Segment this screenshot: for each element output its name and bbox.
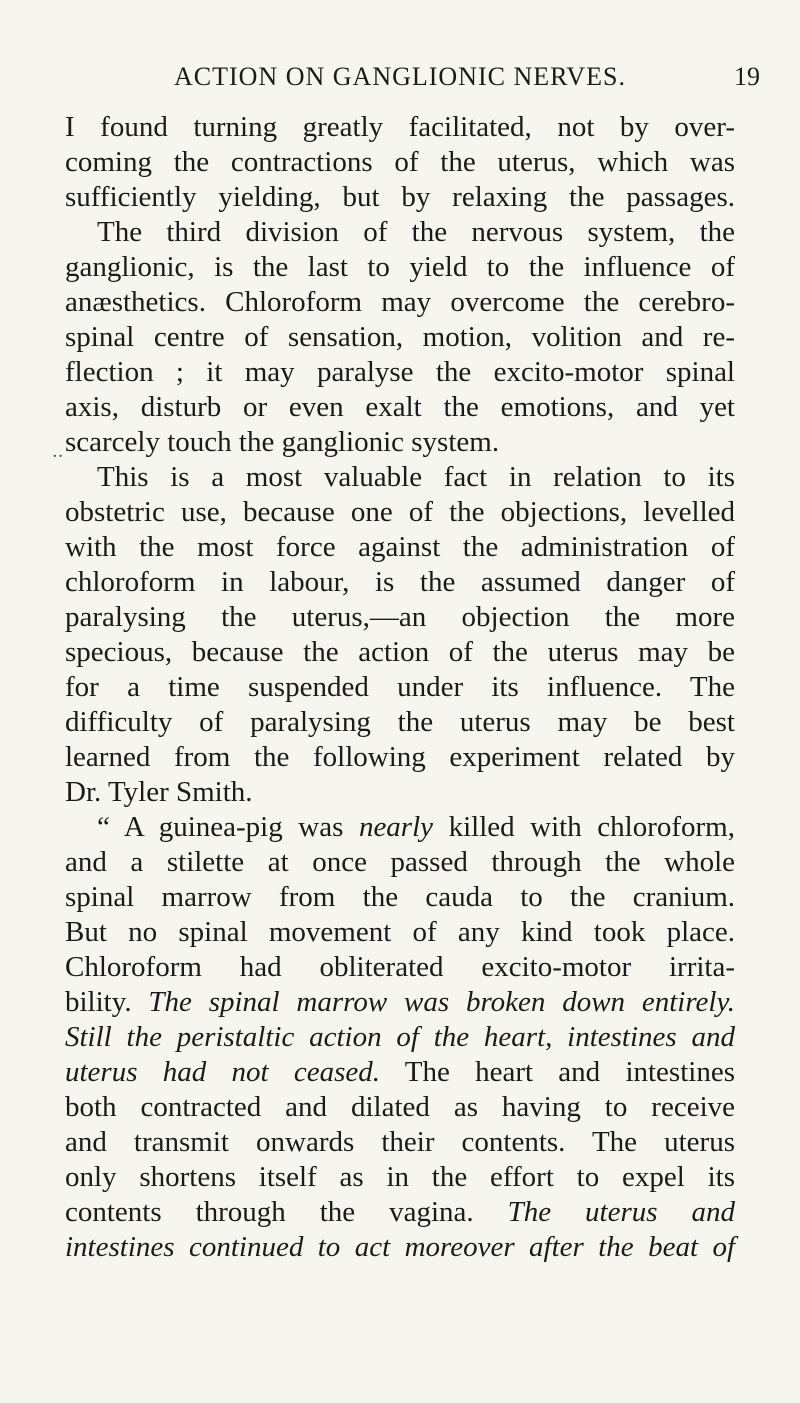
text-line: axis, disturb or even exalt the emotions, and yet (65, 391, 735, 423)
text-line: paralysing the uterus,—an objection the more (65, 601, 735, 633)
paragraph-start-line: This is a most valuable fact in relation to its (97, 461, 735, 493)
text-line: difficulty of paralysing the uterus may be best (65, 706, 735, 738)
text-line: obstetric use, because one of the objections, levelled (65, 496, 735, 528)
text-run: The heart and intestines (380, 1056, 735, 1088)
mixed-line (65, 1055, 735, 1090)
text-line: chloroform in labour, is the assumed danger of (65, 566, 735, 598)
italic-run: nearly (358, 811, 434, 843)
text-line: flection ; it may paralyse the excito-motor spinal (65, 356, 735, 388)
text-line: coming the contractions of the uterus, which was (65, 146, 735, 178)
text-line: spinal centre of sensation, motion, volition and re- (65, 321, 735, 353)
text-line: learned from the following experiment related by (65, 741, 735, 773)
text-line: Chloroform had obliterated excito-motor irrita- (65, 951, 735, 983)
text-line: anæsthetics. Chloroform may overcome the cerebro- (65, 286, 735, 318)
text-run: “ A guinea-pig was (97, 811, 359, 843)
margin-mark: ·· (52, 446, 64, 467)
text-line: But no spinal movement of any kind took place. (65, 916, 735, 948)
text-line: Dr. Tyler Smith. (65, 776, 253, 808)
text-line: with the most force against the administration of (65, 531, 735, 563)
mixed-line (65, 1195, 735, 1230)
text-line: specious, because the action of the uterus may be (65, 636, 735, 668)
text-run: killed with chloroform, (433, 811, 735, 843)
page-number: 19 (734, 62, 760, 91)
text-line: and transmit onwards their contents. The uterus (65, 1126, 735, 1158)
body-text (65, 110, 735, 1265)
text-run: bility. (65, 986, 149, 1018)
text-line: and a stilette at once passed through the whole (65, 846, 735, 878)
italic-run: uterus had not ceased. (65, 1056, 380, 1088)
text-line: scarcely touch the ganglionic system. (65, 426, 500, 458)
italic-run: The uterus and (507, 1196, 735, 1228)
text-line: both contracted and dilated as having to receive (65, 1091, 735, 1123)
quote-start-line (65, 810, 735, 845)
text-line: ganglionic, is the last to yield to the influence of (65, 251, 735, 283)
text-line: sufficiently yielding, but by relaxing the passages. (65, 181, 735, 213)
text-run: contents through the vagina. (65, 1196, 508, 1228)
italic-line: Still the peristaltic action of the heart, intestines and (65, 1021, 735, 1053)
text-line: only shortens itself as in the effort to expel its (65, 1161, 735, 1193)
italic-line: intestines continued to act moreover after the beat of (65, 1231, 735, 1263)
page-header (0, 62, 800, 102)
running-head: ACTION ON GANGLIONIC NERVES. (174, 62, 626, 91)
paragraph-start-line: The third division of the nervous system, the (97, 216, 735, 248)
mixed-line (65, 985, 735, 1020)
text-line: for a time suspended under its influence. The (65, 671, 735, 703)
italic-run: The spinal marrow was broken down entirely. (148, 986, 735, 1018)
text-line: I found turning greatly facilitated, not by over- (65, 111, 735, 143)
text-line: spinal marrow from the cauda to the cranium. (65, 881, 735, 913)
